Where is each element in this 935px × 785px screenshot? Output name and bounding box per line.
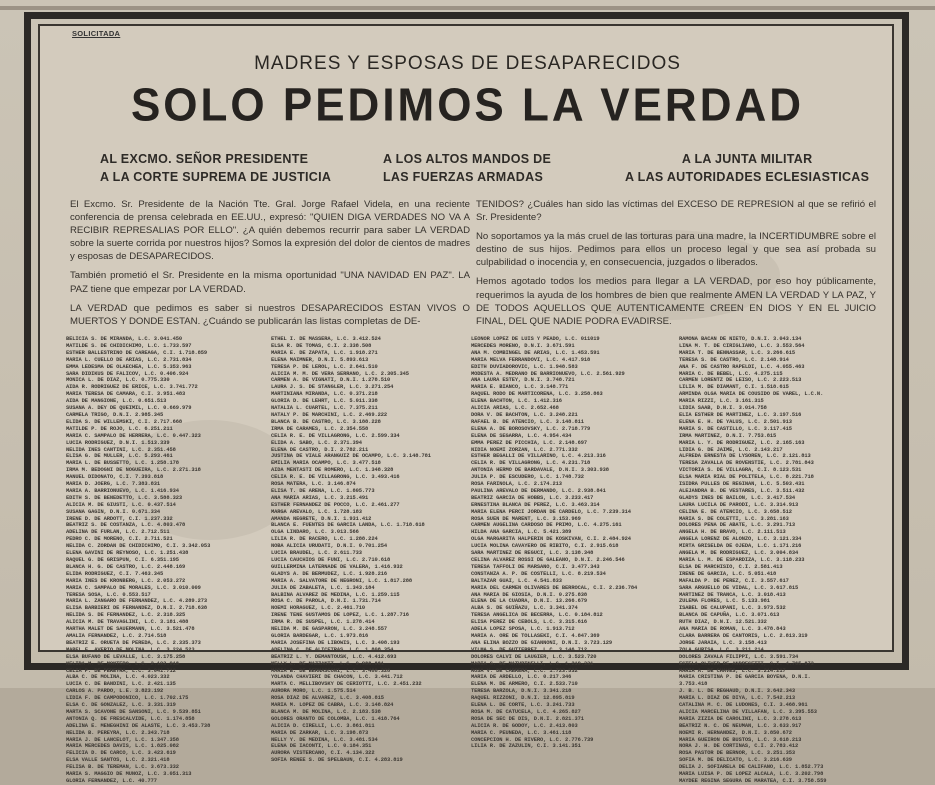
signature-entry: NELIDA B. PEREYRA, L.C. 2.343.718: [66, 729, 170, 736]
signature-entry: TERESA TAFFOLI DE MARSANO, C.I. 3.477.343: [471, 563, 600, 570]
signature-entry: BEATRIZ S. DE COSTANZA, L.C. 4.803.478: [66, 522, 186, 529]
signature-entry: AMALIA FERNANDEZ, L.C. 2.714.518: [66, 632, 167, 639]
signature-column: [271, 336, 466, 764]
signature-entry: ELENA BACHTON, L.C. 1.412.316: [471, 398, 562, 405]
signature-entry: DOLORES PENA DE ABATE, L.C. 3.291.713: [679, 522, 795, 529]
signature-entry: ELENA DE LA CUADRA, D.N.I. 13.266.679: [471, 598, 587, 605]
signature-entry: ELENA DE SEGARRA, L.C. 4.954.434: [471, 432, 572, 439]
signature-entry: ELISA BARBIERI DE FERNANDEZ, D.N.I. 2.718.638: [66, 605, 208, 612]
signature-entry: CELIA R. DE VILLAGRONG, L.C. 4.231.718: [471, 460, 591, 467]
signature-entry: ANTONIA Q. DE FRESCALVIDE, L.C. 1.174.858: [66, 715, 195, 722]
signature-entry: BEATRIZ GARCIA DE HOBBS, L.C. 3.233.417: [471, 494, 594, 501]
signature-column: [471, 336, 666, 750]
signature-entry: NORA J. H. DE CORTINAS, C.I. 2.783.412: [679, 743, 799, 750]
signature-entry: MARIA C. SAMPALO DE HERRERA, L.C. 0.447.323: [66, 432, 201, 439]
signature-entry: MARIA ZIZIA DE CAROLINI, L.C. 3.278.613: [679, 715, 802, 722]
signature-entry: LILIA R. DE ZAZULIN, C.I. 3.141.351: [471, 743, 581, 750]
body-column-left: [70, 198, 470, 334]
signature-entry: LIDIA F. DE CAMPODONICO, L.C. 1.702.175: [66, 695, 189, 702]
signature-entry: ADELINA C. DE ALICETRAS, L.C. 1.808.354: [271, 646, 394, 653]
signature-entry: FELISA B. DE TEREMAN, L.C. 3.673.332: [66, 764, 179, 771]
signature-entry: MIRTA GRISELDA DE OJEDA, L.C. 1.171.216: [679, 543, 802, 550]
signature-entry: IRENE TENE GUSTAMOS DE LOPEZ, L.C. 1.287.716: [271, 612, 409, 619]
signature-entry: MARIA A. ORE DE TOLLASEKI, C.I. 4.847.369: [471, 632, 600, 639]
body-column-right: [476, 198, 876, 334]
signature-entry: ARMINDA OLGA MARIA DE COUSIDO DE VAREL, L.C.N.: [679, 391, 824, 398]
signature-entry: MARIA L. M. DE ESPARDIZA, L.C. 3.118.233: [679, 557, 805, 563]
signature-entry: IRMA DE CARAMES, L.C. 2.354.558: [271, 425, 369, 432]
signature-entry: EMMA LEDESMA DE OLAECHEA, L.C. 5.353.963: [66, 363, 192, 370]
signature-entry: SOFIA M. DE DELICATO, L.C. 3.216.639: [679, 757, 792, 764]
signature-entry: ANA LAURA ESTEY, D.N.I. 3.748.721: [471, 377, 575, 384]
signature-entry: NELLY L. DE MAZZANTI, L.C. 0.988.881: [271, 660, 384, 667]
signature-entry: MARIA D. JOERG, L.C. 7.383.831: [66, 481, 161, 488]
signature-entry: EDITH DUVIADOROVIC, L.C. 1.948.583: [471, 363, 578, 370]
signature-entry: ELENA DE IACONTI, L.C. 0.184.351: [271, 743, 372, 750]
signature-entry: ANTONIA HERMO DE BARDAVALE, D.N.I. 3.303.938: [471, 467, 609, 474]
signature-entry: BLANCA B. DE CASTRO, L.C. 3.188.228: [271, 418, 381, 425]
signature-entry: LEONOR LOPEZ DE LUIS Y PEADO, L.C. 011019: [471, 336, 600, 342]
body-paragraph: También prometió el Sr. Presidente en la misma oportunidad "UNA NAVIDAD EN PAZ". LA PAZ tiene que empezar por LA VERDAD.: [70, 270, 470, 295]
signature-entry: ESTHER BALLESTRINO DE CAREAGA, C.I. 1.718.859: [66, 349, 208, 356]
signature-entry: ROSA M. DE CATUCELA, L.C. 4.265.827: [471, 708, 581, 715]
signature-entry: MARIA A. DE CHAVES, L.C. 3.214.217: [679, 667, 786, 674]
signature-entry: NOEMI HORAGUEZ, L.C. 2.461.710: [271, 605, 366, 612]
signature-entry: MARIA A. SALVATORE DE NEGRONI, L.C. 1.817.288: [271, 577, 413, 584]
signature-entry: CELINA ALVAREZ ROSSI DE GALEANO, D.N.I. 2.246.546: [471, 557, 625, 563]
signature-entry: ELIDA S. DE WILLEMSKI, C.I. 2.717.668: [66, 418, 182, 425]
signature-entry: MARIA INES DE KRONBERG, L.C. 2.053.272: [66, 577, 186, 584]
signature-entry: TERESA P. DE LEROL, L.C. 2.641.510: [271, 363, 378, 370]
signature-entry: LUCIA C. DE BANDINI, L.C. 2.421.135: [66, 681, 176, 688]
signature-entry: BLANCA H. G. DE CASTRO, L.C. 2.448.169: [66, 563, 186, 570]
signature-entry: HILDA ANA GARCIA, L.C. 5.421.389: [471, 529, 572, 536]
signature-entry: GLADYS A. DE BERMUDEZ, L.C. 1.928.216: [271, 570, 387, 577]
body-paragraph: TENIDOS? ¿Cuáles han sido las víctimas del EXCESO DE REPRESION al que se refirió el Sr. Presidente?: [476, 199, 876, 224]
signature-entry: CELIA P. DE PEREYRA, L.C. 3.041.712: [66, 667, 176, 674]
signature-entry: CARMEN AUGELINA CARDOSO DE PRIMO, L.C. 4.275.161: [471, 522, 622, 529]
signature-entry: AIDA R. RODRIGUEZ DE ERICE, L.C. 3.741.772: [66, 384, 198, 391]
signature-entry: CARMEN LORENTZ DE LEISO, L.C. 2.223.513: [679, 377, 802, 384]
signature-entry: ANGELA LORENZ DE ALONZO, L.C. 3.121.334: [679, 536, 802, 543]
signature-entry: ANA MARIA DE GIOSIA, D.N.I. 0.275.838: [471, 591, 587, 598]
signature-entry: ROSA FARINOLA, L.C. 2.174.213: [471, 481, 562, 488]
signature-entry: ALBA C. DE MOLINA, L.C. 4.023.332: [66, 674, 170, 681]
signature-entry: MAYDEE REGINA SEGURA DE MARATEA, C.I. 3.758.559: [679, 778, 827, 784]
signature-entry: MARIA S. DE CASTILLO, L.C. 3.117.415: [679, 425, 792, 432]
signature-entry: IRMA MARTINEZ, D.N.I. 7.753.815: [679, 432, 777, 439]
signature-entry: ANGELA H. DE BRAVO, L.C. 2.111.513: [679, 529, 786, 536]
signature-entry: ROSA MATERA, L.C. 3.146.874: [271, 481, 356, 488]
signature-entry: MARIA C. SAMPALO DE MORALES, L.C. 3.010.009: [66, 584, 201, 591]
signature-entry: IRMA M. BEDOGNI DE NOGUEIRA, L.C. 2.271.318: [66, 467, 201, 474]
signature-entry: LUCIA RODRIGUEZ, D.N.I. 1.513.339: [66, 439, 170, 446]
signature-entry: DOLORES ZAVALA FILIPPI, L.C. 3.591.734: [679, 653, 799, 660]
signature-entry: CELIA R. E. DE VILLAGRONG, L.C. 3.493.416: [271, 474, 400, 481]
signature-entry: ELISA G. DE MULLER, L.C. 5.293.461: [66, 453, 173, 460]
signature-entry: ISABEL DE CALUPANI, L.C. 3.973.532: [679, 605, 786, 612]
signature-entry: RAMONA BACAN DE NIETO, D.N.I. 3.043.134: [679, 336, 802, 342]
signature-entry: ELSA BUFANO DE LEVALLE, L.C. 3.175.258: [66, 653, 186, 660]
signature-entry: ANA MARIA DE ROMAN, L.C. 3.478.843: [679, 626, 786, 633]
signature-entry: ZOLA GURISA, L.C. 3.211.214: [679, 646, 764, 653]
signature-entry: NATALIA L. CUARTEL, L.C. 7.375.211: [271, 405, 378, 412]
signature-entry: MARTA C. MELLIBOVSKY DE CERIOTTI, L.C. 2.451.232: [271, 681, 422, 688]
signature-entry: ALICIA D. CIRELLI, L.C. 3.861.811: [271, 722, 375, 729]
subtitle: MADRES Y ESPOSAS DE DESAPARECIDOS: [254, 53, 681, 74]
signature-entry: ADELINA E. MENEGHINI DE ALASTE, L.C. 3.453.738: [66, 722, 211, 729]
signature-entry: MARGA AREVALO, L.C. 1.728.183: [271, 508, 362, 515]
body-paragraph: No soportamos ya la más cruel de las torturas para una madre, la INCERTIDUMBRE sobre el destino de sus hijos. Pedimos para ellos un proceso legal y que sea así probada su culpabilidad o inocencia y, en consecuencia, juzgados o liberados.: [476, 231, 876, 269]
signature-column: [679, 336, 874, 784]
signature-entry: ALICIA M. M. DE VERA SERRANO, L.C. 2.305.345: [271, 370, 409, 377]
signature-entry: AIDA DE MANGIONE, L.C. 0.651.513: [66, 398, 167, 405]
signature-entry: RAQUEL G. DE GRISPUN, C.I. 6.351.195: [66, 557, 179, 563]
signature-entry: ALBA S. DE GUIÑAZU, L.C. 3.341.374: [471, 605, 578, 612]
signature-entry: MARTA S. SCAVONE DE SANSONI, L.C. 9.539.851: [66, 708, 201, 715]
addressee-line: A LA CORTE SUPREMA DE JUSTICIA: [100, 170, 332, 184]
signature-entry: MARIA G. DE MATURINELLI, L.C. 1.219.331: [471, 660, 594, 667]
signature-entry: ROSA DIAZ DE ALVAREZ, L.C. 3.408.815: [271, 695, 384, 702]
signature-entry: MARTINEZ DE TRANCA, L.C. 3.018.413: [679, 591, 786, 598]
signature-entry: ALFREDA ERNESTA DE LYSOREN, L.C. 2.121.813: [679, 453, 811, 460]
signature-entry: DELIA J. SOFIARELA DE CALIFANO, L.C. 1.852.773: [679, 764, 824, 771]
signature-entry: ELIDA RODRIGUEZ, C.I. 7.463.345: [66, 570, 164, 577]
signature-entry: ELSA R. DE TOMAS, C.I. 2.338.508: [271, 342, 372, 349]
signature-entry: TERESA SOSA, L.C. 0.553.517: [66, 591, 151, 598]
signature-entry: MARIA S. DE COLETTI, L.C. 3.281.163: [679, 515, 789, 522]
signature-entry: MARIA MERCEDES DAVIS, L.C. 1.825.082: [66, 743, 179, 750]
signature-entry: IRENE D. DE ARDOTT, C.I. 1.237.332: [66, 515, 173, 522]
signature-entry: SUSANA GAGIN, D.N.I. 0.671.334: [66, 508, 161, 515]
signature-entry: ALICIA R. DE GODOY, L.C. 2.413.803: [471, 722, 578, 729]
addressee-junta: [625, 150, 869, 186]
signature-entry: ELENA L. DE CORTE, L.C. 3.241.733: [471, 702, 575, 709]
signature-entry: NOEMI R. HERNANDEZ, D.N.I. 3.850.672: [679, 729, 792, 736]
signature-entry: EDITH S. DE BENEDETTO, L.C. 3.588.323: [66, 494, 182, 501]
signature-entry: JULIA DE ZABALETA, L.C. 1.343.184: [271, 584, 375, 591]
body-paragraph: El Excmo. Sr. Presidente de la Nación Tte. Gral. Jorge Rafael Videla, en una reciente conferencia de prensa celebrada en EE.UU., expresó: "QUIEN DIGA VERDADES NO VA A RECIBIR REPRESALIAS POR ELLO". ¿A quién debemos recurrir para saber LA VERDAD sobre la suerte corrida por nuestros hijos? Somos la expresión del dolor de cientos de madres y esposas de DESAPARECIDOS.: [70, 199, 470, 263]
addressee-line: A LA JUNTA MILITAR: [681, 152, 813, 166]
signature-entry: LAURA LUCILA DE PARODI, L.C. 3.314.913: [679, 501, 799, 508]
signature-entry: NELIDA INES CANTINI, L.C. 2.351.458: [66, 446, 176, 453]
signature-entry: MAFALDA P. DE PEREZ, C.I. 3.557.617: [679, 577, 789, 584]
signature-entry: LIDIA SAAB, D.N.I. 3.014.758: [679, 405, 767, 412]
signature-entry: CELINA E. DE ATENCIO, L.C. 3.658.512: [679, 508, 792, 515]
signatures-list: [66, 336, 876, 784]
signature-entry: MARIA C. PEUNEDA, L.C. 3.461.118: [471, 729, 572, 736]
signature-entry: ALICIA MARCELINA DE VILLAFAN, L.C. 3.395.553: [679, 708, 817, 715]
signature-entry: MARIA A. BARRIONUEVO, L.C. 1.416.934: [66, 487, 179, 494]
signature-entry: AURORA VISTERCANO, C.I. 4.134.322: [271, 750, 375, 757]
signature-entry: GLORIA FERNANDEZ, L.C. 40.777: [66, 778, 157, 784]
signature-entry: MARIA DEL CARMEN OLIVARES DE BERROCAL, C.I. 2.236.784: [471, 584, 638, 591]
signature-entry: JORGE JARAIA, L.C. 3.158.413: [679, 639, 767, 646]
signature-entry: TERESA ANGELICA DE BECERRA, L.C. 0.184.812: [471, 612, 603, 619]
signature-entry: BELICIA S. DE MIRANDA, L.C. 3.041.450: [66, 336, 182, 342]
signature-entry: NATALY P. DE MARCHINI, L.C. 2.469.222: [271, 411, 387, 418]
signature-entry: CELIA R. E. DE VILLAGRONG, L.C. 2.599.334: [271, 432, 400, 439]
signature-entry: ERNESTINA BLANCA DE PEREZ, L.C. 3.463.314: [471, 501, 600, 508]
addressee-line: A LOS ALTOS MANDOS DE: [383, 152, 552, 166]
signature-entry: MARIA L. Y. DE RODRIGUEZ, L.C. 2.165.163: [679, 439, 805, 446]
signature-entry: MATILDE S. DE CHIDICHIMO, L.C. 1.733.597: [66, 342, 192, 349]
signature-entry: LILIA R. DE RACERO, L.C. 1.288.224: [271, 536, 378, 543]
signature-entry: BEATRIZ L. Y. DEMANTOUSK, L.C. 4.412.693: [271, 653, 397, 660]
signature-entry: NELIDA M. DE MONTERO, L.C. 2.103.918: [66, 660, 179, 667]
signature-entry: OLGA MARGARITA HALPERIN DE KOSKIVAN, C.I. 2.484.924: [471, 536, 631, 543]
signature-entry: MARIA S. MAGGIO DE MUNOZ, L.C. 3.051.313: [66, 771, 192, 778]
signature-entry: BALTAZAR GUAI, L.C. 4.541.833: [471, 577, 562, 584]
signature-entry: LUCIA MOLINA CAVAYERO DE RIBITO, C.I. 2.915.618: [471, 543, 619, 550]
signature-entry: ROSA SUEN DE MARENT, L.C. 3.153.969: [471, 515, 581, 522]
signature-entry: SUSANA A. DEY DE QUEIMIL, L.C. 0.669.979: [66, 405, 192, 412]
signature-entry: BEATRIZ N. C. DE NEUMAN, L.C. 3.633.917: [679, 722, 802, 729]
signature-entry: ELIDA A. SABO, L.C. 2.371.394: [271, 439, 362, 446]
signature-entry: MARIA RIZZI, L.C. 3.161.315: [679, 398, 764, 405]
signature-entry: BEATRIZ E. ORUETA DE PEREDA, L.C. 2.335.373: [66, 639, 201, 646]
signature-column: [66, 336, 261, 784]
signature-entry: MARIA C. DE BEBEL, L.C. 4.275.115: [679, 370, 783, 377]
signature-entry: MARIA DE ZARKAR, L.C. 3.198.873: [271, 729, 369, 736]
signature-entry: ELSA VALLE SANTOS, L.C. 2.321.418: [66, 757, 170, 764]
signature-entry: ALEJANDRA B. DE VESTARES, L.C. 3.511.432: [679, 487, 805, 494]
signature-entry: MARIA DE ARDELLO, L.C. 0.217.346: [471, 674, 572, 681]
signature-entry: ELENA A. DE BOROSOVSKY, L.C. 2.718.779: [471, 425, 591, 432]
signature-entry: CARMELA TRIGO, D.N.I. 2.985.345: [66, 411, 164, 418]
signature-entry: ESTELA OLIVER DE ANDRESETTI, C.I. 4.765.873: [679, 660, 814, 667]
signature-entry: IRENE DE GARCIA, L.C. 5.051.418: [679, 570, 777, 577]
signature-entry: LUCIA BRAUDEL, L.C. 2.611.733: [271, 550, 362, 557]
signature-entry: LAURA J. S. DE STANGLER, L.C. 3.271.254: [271, 384, 394, 391]
signature-entry: AIDA MENTASTI DE ROMERO, L.C. 1.348.328: [271, 467, 394, 474]
signature-entry: PEDRO C. DE MORENO, C.I. 2.711.521: [66, 536, 173, 543]
signature-entry: RAFAEL B. DE ATENCIO, L.C. 3.148.811: [471, 418, 584, 425]
signature-entry: MARIA M. LOPEZ DE CABRA, L.C. 3.148.824: [271, 702, 394, 709]
signature-entry: MARIA ELENA PERCI JORDAN DE CARDELO, L.C. 7.239.314: [471, 508, 631, 515]
signature-entry: GLORIA BARDEGAR, L.C. 1.973.816: [271, 632, 369, 639]
signature-entry: LINA M. T. DE CIRIGLIANO, L.C. 3.553.564: [679, 342, 805, 349]
signature-entry: ROSA PASTOR DE BERNOR, L.C. 3.251.353: [679, 750, 795, 757]
addressee-line: AL EXCMO. SEÑOR PRESIDENTE: [100, 152, 309, 166]
signature-entry: MARIA TERESA DE CAMARA, C.I. 3.951.483: [66, 391, 186, 398]
signature-entry: BLANCA M. DE MOLINA, L.C. 2.183.538: [271, 708, 381, 715]
signature-entry: NELIDA C. ZORDAN DE CHIDICHIMO, C.I. 3.342.053: [66, 543, 211, 550]
body-paragraph: LA VERDAD que pedimos es saber si nuestros DESAPARECIDOS ESTAN VIVOS O MUERTOS Y DONDE ESTAN. ¿Cuándo se publicarán las listas completas de DE-: [70, 302, 470, 327]
signature-entry: MARTHA MALET DE SAUERMANN, L.C. 3.521.478: [66, 626, 195, 633]
signature-entry: IRMA R. DE SUSPEL, L.C. 1.278.414: [271, 619, 375, 626]
signature-entry: MARIA GUEIRON DE BUSTOS, L.C. 3.618.213: [679, 736, 802, 743]
signature-entry: MARIA B. DE BERNASCONI, L.C. 3.488.328: [271, 667, 391, 674]
signature-entry: 3.753.418: [679, 681, 708, 688]
signature-entry: NELIDA M. DE GASPARON, L.C. 3.248.557: [271, 626, 387, 633]
signature-entry: MARIA LUISA P. DE LOPEZ ALCALA, L.C. 3.202.798: [679, 771, 824, 778]
signature-entry: TERESA S. DE CASTRO, L.C. 2.148.914: [679, 356, 789, 363]
signature-entry: MARIA L. DE BUSSETTO, L.C. 1.258.178: [66, 460, 179, 467]
signature-entry: ROSA DE SEC DE DIS, D.N.I. 2.821.371: [471, 715, 584, 722]
signature-entry: VILMA S. DE GUTIERREZ, L.C. 3.146.712: [471, 646, 587, 653]
signature-entry: GLORIA D. DE LEHRT, L.C. 5.011.338: [271, 398, 378, 405]
signature-entry: FELICIA D. DE CARCO, L.C. 3.423.619: [66, 750, 176, 757]
signature-entry: MARIA L. CUELLO DE ARIAS, L.C. 2.731.834: [66, 356, 192, 363]
signature-entry: ANA M. COMBINGEL DE ARIAS, L.C. 1.453.591: [471, 349, 600, 356]
signature-entry: AURORA MORO, L.C. 1.575.514: [271, 688, 356, 695]
signature-entry: SARA MARTINEZ DE REGUCI, L.C. 3.138.348: [471, 550, 594, 557]
body-paragraph: Hemos agotado todos los medios para llegar a LA VERDAD, por eso hoy públicamente, requerimos la ayuda de los hombres de bien que realmente AMEN LA VERDAD Y LA PAZ, Y DE TODOS AQUELLOS QUE AUTENTICAMENTE CREEN EN DIOS Y EN EL JUICIO FINAL, DEL QUE NADIE PODRA EVADIRSE.: [476, 276, 876, 327]
signature-entry: JULIA P. DE ESCUDERO, L.C. 1.748.732: [471, 474, 584, 481]
addressee-line: LAS FUERZAS ARMADAS: [383, 170, 544, 184]
signature-entry: MARIA T. DE BENNASSAR, L.C. 3.266.615: [679, 349, 795, 356]
signature-entry: ZULEMA FLORES, L.C. 5.133.981: [679, 598, 770, 605]
addressee-line: A LAS AUTORIDADES ECLESIASTICAS: [625, 170, 870, 184]
signature-entry: VICTORIA S. DE VILLAGRA, C.I. 8.123.531: [679, 467, 802, 474]
section-tag: SOLICITADA: [72, 29, 121, 38]
signature-entry: SARA DIDIKUS DE FALICOV, L.C. 0.406.924: [66, 370, 189, 377]
signature-entry: MONICA L. DE DIAZ, L.C. 0.775.330: [66, 377, 170, 384]
signature-entry: ANA MARIA ARIAS, L.C. 3.215.491: [271, 494, 369, 501]
signature-entry: ALICIA ARIAS, L.C. 2.652.468: [471, 405, 559, 412]
signature-entry: GUILLERMINA LATERNADE DE VALERA, 1.416.932: [271, 563, 403, 570]
signature-entry: MANUEL DIDONATO, C.I. 7.393.818: [66, 474, 164, 481]
signature-entry: ISIDRA PULLES DE REGINAN, L.C. 5.503.431: [679, 481, 805, 488]
signature-entry: JUSTINA DE VIALE ARANGUIZ DE OCAMPO, L.C. 3.148.781: [271, 453, 431, 460]
headline: SOLO PEDIMOS LA VERDAD: [130, 79, 805, 132]
signature-entry: MARIA MELVA FERRANDOVI, L.C. 4.417.918: [471, 356, 591, 363]
signature-entry: ETHEL I. DE MASSERA, L.C. 3.412.524: [271, 336, 381, 342]
signature-entry: ADELA LOPEZ SPOSA, L.C. 1.913.712: [471, 626, 575, 633]
signature-entry: MARIA JOSEFINA DE LIBOWIS, L.C. 3.408.193: [271, 639, 400, 646]
signature-entry: EMILIA MARIA OCAMPO, L.C. 3.477.518: [271, 460, 381, 467]
signature-entry: GLADYS INES DE BAILON, L.C. 3.417.534: [679, 494, 795, 501]
signature-entry: ANGELA M. DE RODRIGUEZ, L.C. 3.004.834: [679, 550, 799, 557]
signature-entry: RUTH DIAZ, D.N.I. 12.521.332: [679, 619, 767, 626]
signature-entry: MODESTA A. MEDRANO DE BARRIONUEVO, L.C. 2.561.929: [471, 370, 625, 377]
signature-entry: ELISA PEREZ DE CEBOLS, L.C. 3.315.616: [471, 619, 587, 626]
addressee-armed-forces: [383, 150, 551, 186]
addressee-president: [100, 150, 331, 186]
signature-entry: MARIA L. DIAZ DE DIYA, L.C. 7.542.213: [679, 695, 795, 702]
signature-entry: CARLOS A. PARDO, L.E. 3.823.192: [66, 688, 164, 695]
signature-entry: MARIA CRISTINA P. DE GARCIA BOYENA, D.N.I.: [679, 674, 811, 681]
signature-entry: ALICIA M. DE GIUSTI, L.C. 0.437.514: [66, 501, 176, 508]
signature-entry: MARIA E. DE ZAPATA, L.C. 1.918.271: [271, 349, 378, 356]
signature-entry: ROSA V. DE CABRERA, L.C. 1.723.532: [471, 667, 578, 674]
signature-entry: ELENA MAIMNER, D.N.I. 5.893.613: [271, 356, 369, 363]
signature-entry: EMMA PEREZ DE PICCHIA, L.C. 2.148.697: [471, 439, 587, 446]
signature-entry: ELSA C. DE GONZALEZ, L.C. 3.331.319: [66, 702, 176, 709]
signature-entry: ELENA DE CASTRO, D.I. 2.782.211: [271, 446, 369, 453]
signature-entry: CARMEN A. DE VIGNATI, D.N.I. 1.278.510: [271, 377, 391, 384]
signature-entry: ADELINA DE FURLAN, L.C. 2.712.511: [66, 529, 170, 536]
signature-entry: DORA V. DE BACHTON, L.C. 3.248.221: [471, 411, 578, 418]
signature-entry: MARIA J. DE LANCELOT, L.C. 1.347.358: [66, 736, 179, 743]
signature-entry: CLARA BARRERA DE CANTORIS, L.C. 2.813.319: [679, 632, 808, 639]
signature-entry: MATILDE P. DE ROJO, L.C. 6.251.211: [66, 425, 173, 432]
signature-entry: ELENA E. H. DE YALUS, L.C. 2.501.913: [679, 418, 792, 425]
signature-entry: ELSA DE MARCHISIO, C.I. 2.581.413: [679, 563, 783, 570]
signature-entry: NOBA ALICIA URUDATI, D.N.I. 0.701.254: [271, 543, 387, 550]
signature-entry: BLANCA E. FUENTES DE GARCIA LANDA, L.C. 1.718.618: [271, 522, 425, 529]
signature-entry: ESTHER BEGALLI DE VILLARINO, L.C. 4.213.316: [471, 453, 606, 460]
signature-entry: ELIA ESTHER DE MARTINEZ, L.C. 3.197.516: [679, 411, 802, 418]
signature-entry: SOFIA RENEE S. DE SPELBAUN, C.I. 4.283.819: [271, 757, 403, 764]
signature-entry: NELLY Y. DE MEDINA, L.C. 3.481.534: [271, 736, 378, 743]
signature-entry: LIDIA G. DE JAIME, L.C. 2.143.217: [679, 446, 783, 453]
signature-entry: PAULINA AREVALO DE DERMANDO, L.C. 2.938.841: [471, 487, 606, 494]
signature-entry: ELISA T. DE ARENA, L.C. 1.805.773: [271, 487, 375, 494]
signature-entry: MARTINIANA MIRANDA, L.C. 0.371.218: [271, 391, 378, 398]
signature-entry: RAQUEL RIZZONI, D.N.I. 12.895.819: [471, 695, 575, 702]
signature-entry: ALICIA M. DE TRAVAGLINI, L.C. 3.181.488: [66, 619, 189, 626]
signature-entry: BALBINA ALVAREZ DE MEDINA, L.C. 1.259.115: [271, 591, 400, 598]
signature-entry: ANA F. DE CASTRO RAPELDI, L.C. 4.055.463: [679, 363, 805, 370]
signature-entry: ESTHER FERNANDEZ DE POCCO, L.C. 2.461.277: [271, 501, 400, 508]
signature-entry: TERESA ZAVALLA DE ROVENSTIE, L.C. 2.781.843: [679, 460, 814, 467]
signature-entry: LILIA M. DE DIAMANT, C.I. 1.518.615: [679, 384, 789, 391]
signature-entry: CONCEPCION H. DE RIVERO, L.C. 2.776.739: [471, 736, 594, 743]
signature-entry: CONSTANZA A. P. DE COSTELLI, L.C. 8.219.534: [471, 570, 606, 577]
signature-entry: ELENA M. DE ARMERO, C.I. 2.533.710: [471, 681, 578, 688]
signature-entry: ELENA GAVINI DE REYNOSO, L.C. 1.251.438: [66, 550, 189, 557]
signature-entry: CATALINA M. C. DE LUDONES, C.I. 3.468.961: [679, 702, 808, 709]
signature-entry: TERESA BARZOLA, D.N.I. 3.341.218: [471, 688, 572, 695]
signature-entry: ELSA MARIA RIAL DE POLITELA, L.C. 8.221.718: [679, 474, 814, 481]
signature-entry: RAQUEL RODO DE MARTICORENA, L.C. 3.258.863: [471, 391, 603, 398]
signature-entry: J. B. L. DE REGHAUD, D.N.I. 3.642.343: [679, 688, 795, 695]
signature-entry: MARIA L. ZANGARO DE FERNANDEZ, L.C. 4.289.273: [66, 598, 208, 605]
signature-entry: LUCIA CAUCHIOS DE FUNI, L.C. 2.710.618: [271, 557, 391, 563]
signature-entry: GOLORES ORANTO DE COLOMBA, L.C. 1.418.764: [271, 715, 400, 722]
signature-entry: MERCEDES MORENO, D.N.I. 3.671.591: [471, 342, 575, 349]
signature-entry: YOLANDA CHAVIERI DE CHACON, L.C. 3.441.712: [271, 674, 403, 681]
signature-entry: NIDIA NOEMI ZORZAN, L.C. 2.771.332: [471, 446, 578, 453]
signature-entry: ANA ELINA BOZZO DE GIANNONI, D.N.I. 3.723.129: [471, 639, 613, 646]
signature-entry: ROSA C. DE PAROLA, D.N.I. 1.731.714: [271, 598, 381, 605]
signature-entry: OLGA LINDARO, L.C. 3.013.566: [271, 529, 359, 536]
signature-entry: BLANCA DE CAPUÑA, L.C. 3.071.613: [679, 612, 780, 619]
signature-entry: DOLORES CALVI DE LAUGIER, L.C. 3.523.720: [471, 653, 597, 660]
signature-entry: NELIDA S. DE FERNANDEZ, L.C. 2.318.325: [66, 612, 186, 619]
signature-entry: AMANDA NEGRETE, D.N.I. 1.931.412: [271, 515, 372, 522]
page-fold: [0, 6, 935, 10]
signature-entry: MABEL F. AVERIO DE MOLINA, L.C. 3.224.523: [66, 646, 195, 653]
signature-entry: MARIA E. BIANCO, L.C. 3.148.771: [471, 384, 569, 391]
signature-entry: SARA ARGUELLO DE VIDAL, L.C. 3.617.815: [679, 584, 799, 591]
